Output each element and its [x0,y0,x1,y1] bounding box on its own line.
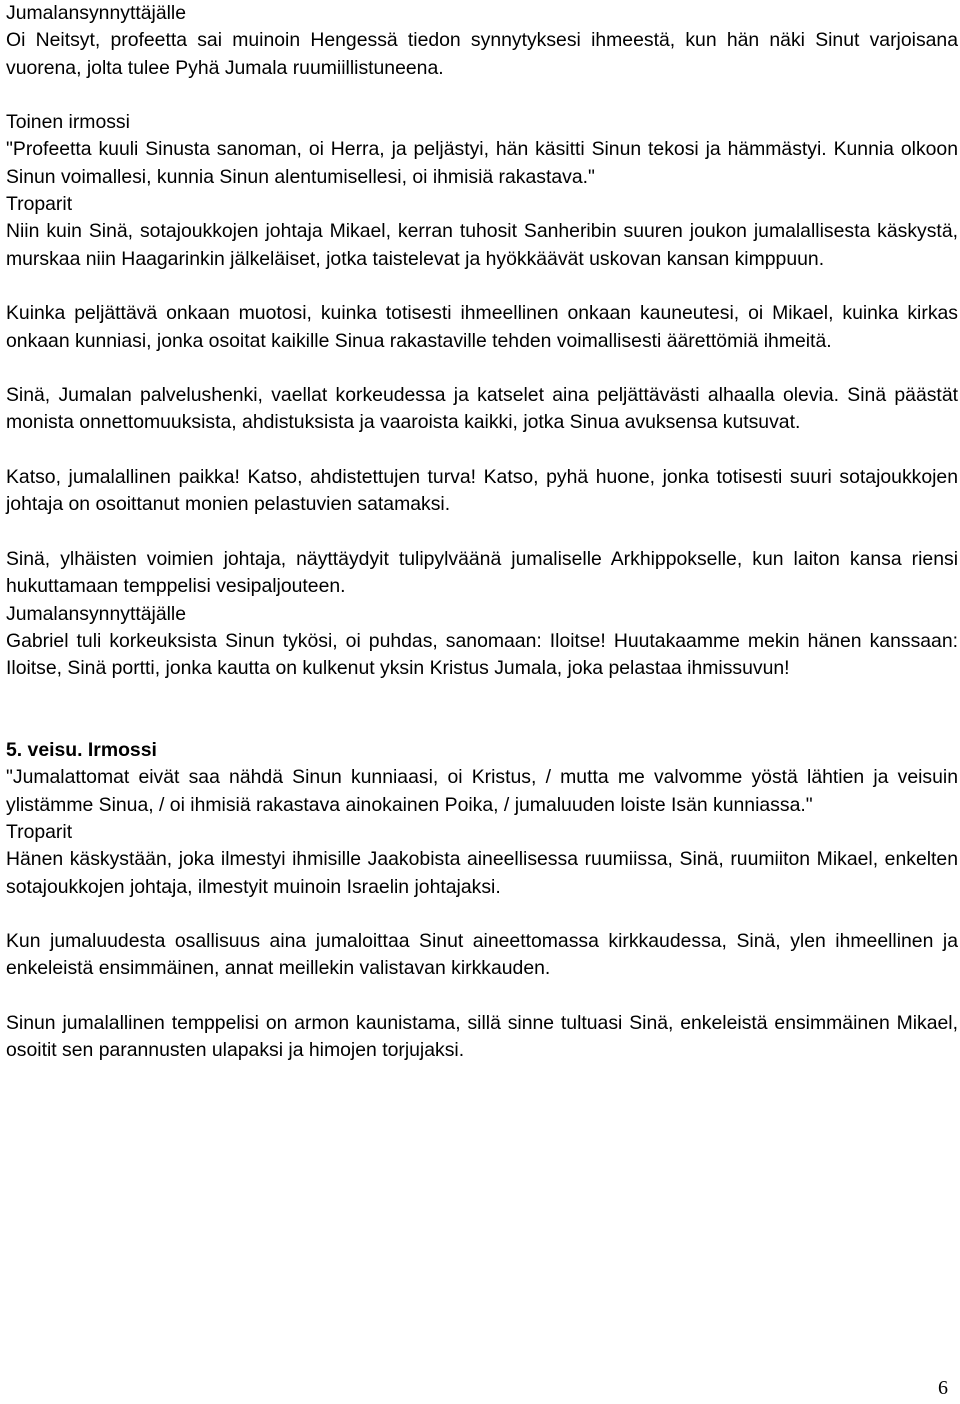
section-heading: 5. veisu. Irmossi [6,739,157,762]
paragraph: Oi Neitsyt, profeetta sai muinoin Hengessä tiedon synnytyksesi ihmeestä, kun hän näki Sinut varjoisana vuorena, jolta tulee Pyhä Jumala ruumiillistuneena. [6,29,958,79]
spacer [6,273,958,300]
section-heading: Jumalansynnyttäjälle [6,2,186,24]
section-heading: Troparit [6,193,73,216]
spacer [6,682,958,737]
section-theotokion-1 [6,0,958,82]
section-troparia-2 [6,819,958,1065]
section-theotokion-2 [6,601,958,683]
section-ode-5-irmos [6,737,958,819]
section-heading: Toinen irmossi [6,111,130,134]
paragraph: Sinä, ylhäisten voimien johtaja, näyttäydyit tulipylväänä jumaliselle Arkhippokselle, kun laiton kansa riensi hukuttamaan temppelisi vesipaljouteen. [6,547,958,598]
paragraph: "Profeetta kuuli Sinusta sanoman, oi Herra, ja peljästyi, hän käsitti Sinun tekosi ja hämmästyi. Kunnia olkoon Sinun voimallesi, kunnia Sinun alentumisellesi, oi ihmisiä rakastava." [6,138,958,188]
paragraph: Kun jumaluudesta osallisuus aina jumaloittaa Sinut aineettomassa kirkkaudessa, Sinä, ylen ihmeellinen ja enkeleistä ensimmäinen, annat meillekin valistavan kirkkauden. [6,930,958,980]
paragraph: "Jumalattomat eivät saa nähdä Sinun kunniaasi, oi Kristus, / mutta me valvomme yöstä lähtien ja veisuin ylistämme Sinua, / oi ihmisiä rakastava ainokainen Poika, / jumaluuden loiste Isän kunniassa." [6,766,958,816]
paragraph: Gabriel tuli korkeuksista Sinun tykösi, oi puhdas, sanomaan: Iloitse! Huutakaamme mekin hänen kanssaan: Iloitse, Sinä portti, jonka kautta on kulkenut yksin Kristus Jumala, joka pelastaa ihmissuvun! [6,629,958,680]
document-page [6,0,958,1065]
section-second-irmos [6,109,958,191]
spacer [6,519,958,546]
section-heading: Jumalansynnyttäjälle [6,602,186,625]
page-number: 6 [938,1377,948,1399]
paragraph: Niin kuin Sinä, sotajoukkojen johtaja Mikael, kerran tuhosit Sanheribin suuren joukon jumalallisesta käskystä, murskaa niin Haagarinkin jälkeläiset, jotka taistelevat ja hyökkäävät uskovan kansan kimppuun. [6,220,958,270]
section-heading: Troparit [6,820,73,843]
section-troparia-1 [6,191,958,600]
paragraph: Katso, jumalallinen paikka! Katso, ahdistettujen turva! Katso, pyhä huone, jonka totisesti suuri sotajoukkojen johtaja on osoittanut monien pelastuvien satamaksi. [6,466,958,516]
spacer [6,983,958,1010]
paragraph: Kuinka peljättävä onkaan muotosi, kuinka totisesti ihmeellinen onkaan kauneutesi, oi Mikael, kuinka kirkas onkaan kunniasi, jonka osoitat kaikille Sinua rakastaville tehden voimallisesti äärettömiä ihmeitä. [6,302,958,352]
spacer [6,355,958,382]
spacer [6,901,958,928]
spacer [6,437,958,464]
paragraph: Hänen käskystään, joka ilmestyi ihmisille Jaakobista aineellisessa ruumiissa, Sinä, ruumiiton Mikael, enkelten sotajoukkojen johtaja, ilmestyit muinoin Israelin johtajaksi. [6,848,958,898]
spacer [6,82,958,109]
paragraph: Sinun jumalallinen temppelisi on armon kaunistama, sillä sinne tultuasi Sinä, enkeleistä ensimmäinen Mikael, osoitit sen parannusten ulapaksi ja himojen torjujaksi. [6,1011,958,1062]
paragraph: Sinä, Jumalan palvelushenki, vaellat korkeudessa ja katselet aina peljättävästi alhaalla olevia. Sinä päästät monista onnettomuuksista, ahdistuksista ja vaaroista kaikki, jotka Sinua avuksensa kutsuvat. [6,384,958,434]
